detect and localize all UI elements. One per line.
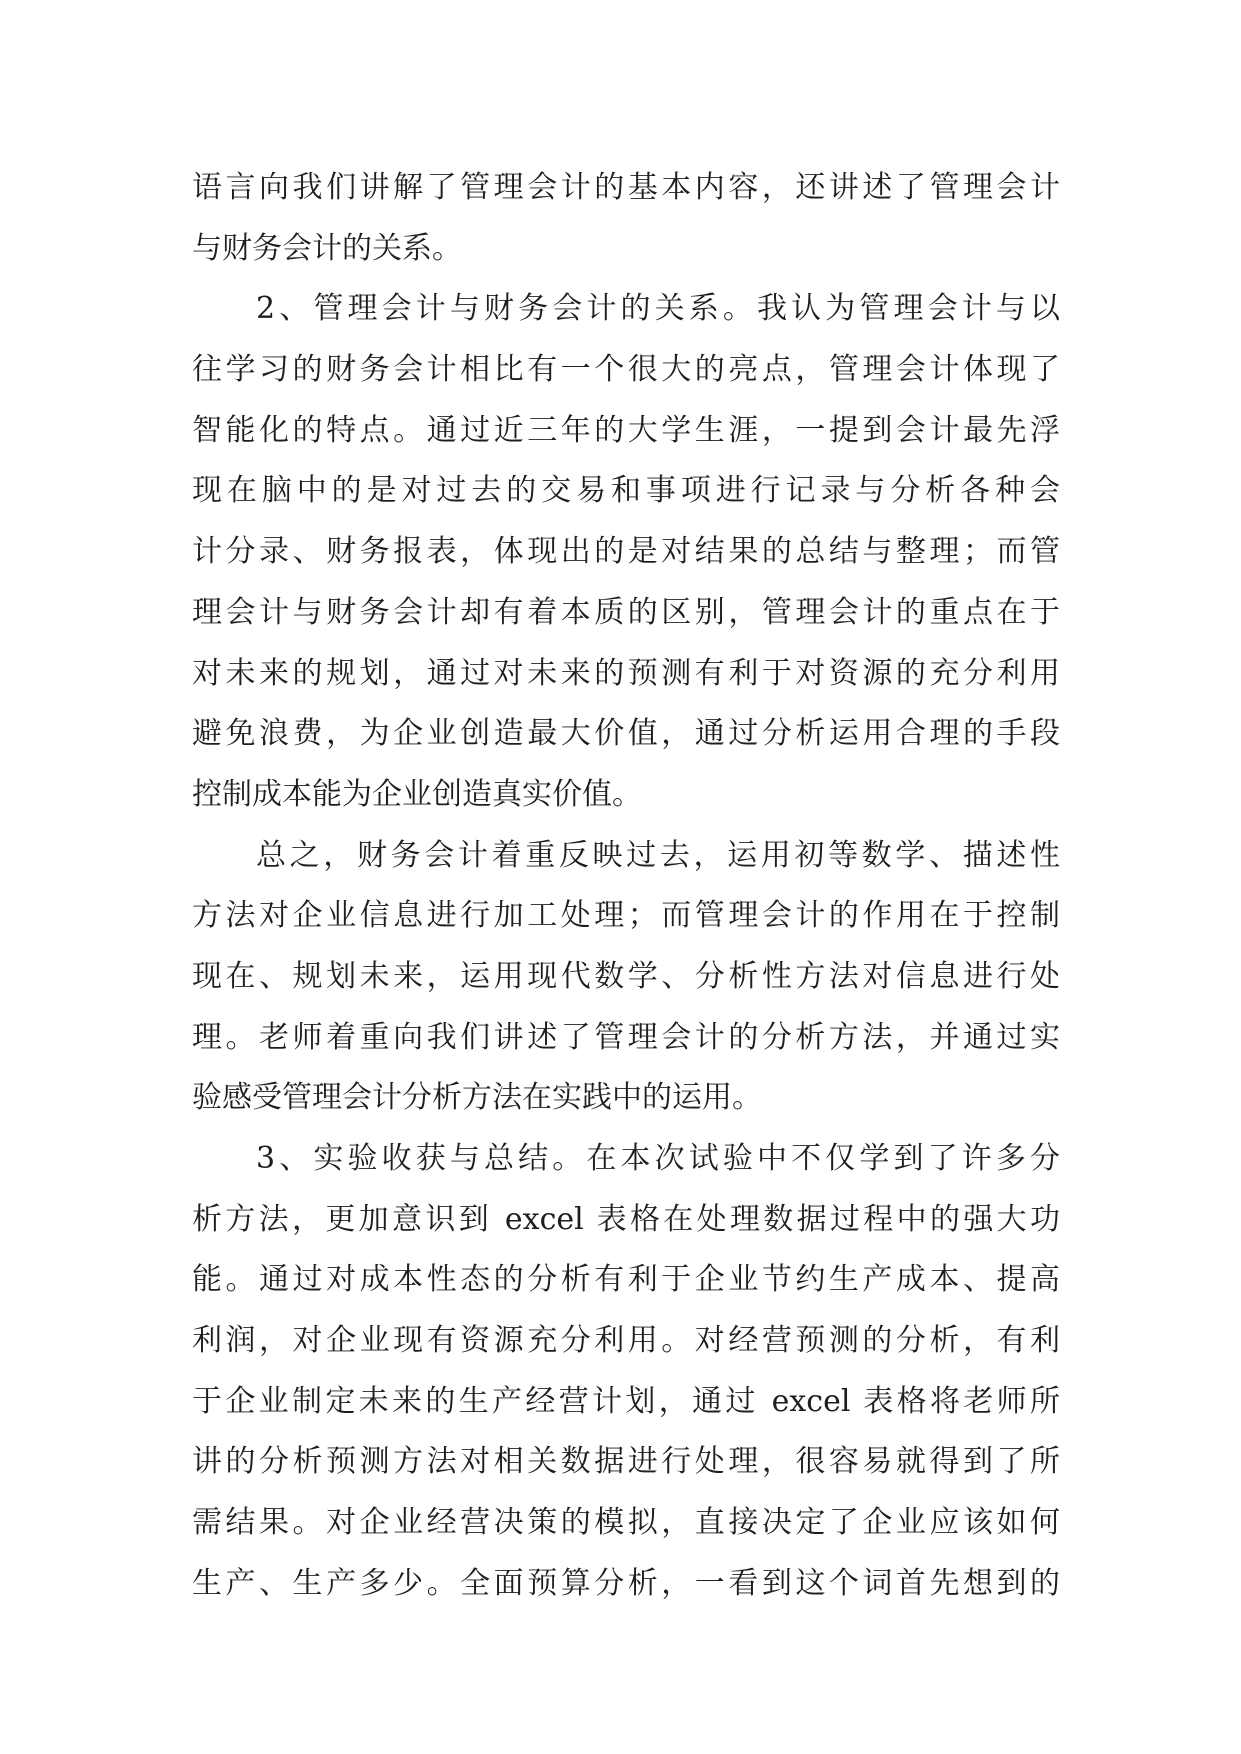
paragraph-start-line: 总之，财务会计着重反映过去，运用初等数学、描述性 bbox=[256, 837, 1060, 873]
text-line: 能。通过对成本性态的分析有利于企业节约生产成本、提高 bbox=[192, 1262, 1060, 1298]
text-line: 方法对企业信息进行加工处理；而管理会计的作用在于控制 bbox=[192, 898, 1060, 934]
body-text bbox=[192, 158, 1060, 1615]
text-line: 计分录、财务报表，体现出的是对结果的总结与整理；而管 bbox=[192, 534, 1060, 570]
text-line: 现在、规划未来，运用现代数学、分析性方法对信息进行处 bbox=[192, 958, 1060, 994]
text-line: 析方法，更加意识到 excel 表格在处理数据过程中的强大功 bbox=[192, 1201, 1060, 1237]
text-line: 对未来的规划，通过对未来的预测有利于对资源的充分利用 bbox=[192, 655, 1060, 691]
text-line: 于企业制定未来的生产经营计划，通过 excel 表格将老师所 bbox=[192, 1383, 1060, 1419]
text-line: 利润，对企业现有资源充分利用。对经营预测的分析，有利 bbox=[192, 1323, 1060, 1359]
text-line: 避免浪费，为企业创造最大价值，通过分析运用合理的手段 bbox=[192, 716, 1060, 752]
text-line: 验感受管理会计分析方法在实践中的运用。 bbox=[192, 1080, 762, 1116]
text-line: 现在脑中的是对过去的交易和事项进行记录与分析各种会 bbox=[192, 473, 1060, 509]
text-line: 控制成本能为企业创造真实价值。 bbox=[192, 776, 642, 812]
text-line: 与财务会计的关系。 bbox=[192, 230, 462, 266]
paragraph-start-line: 3、实验收获与总结。在本次试验中不仅学到了许多分 bbox=[256, 1141, 1060, 1176]
text-line: 理。老师着重向我们讲述了管理会计的分析方法，并通过实 bbox=[192, 1019, 1060, 1055]
text-line: 生产、生产多少。全面预算分析，一看到这个词首先想到的 bbox=[192, 1565, 1060, 1601]
text-line: 需结果。对企业经营决策的模拟，直接决定了企业应该如何 bbox=[192, 1505, 1060, 1541]
text-line: 讲的分析预测方法对相关数据进行处理，很容易就得到了所 bbox=[192, 1444, 1060, 1480]
text-line: 智能化的特点。通过近三年的大学生涯，一提到会计最先浮 bbox=[192, 412, 1060, 448]
text-line: 理会计与财务会计却有着本质的区别，管理会计的重点在于 bbox=[192, 594, 1060, 630]
text-line: 语言向我们讲解了管理会计的基本内容，还讲述了管理会计 bbox=[192, 170, 1060, 205]
text-line: 往学习的财务会计相比有一个很大的亮点，管理会计体现了 bbox=[192, 352, 1060, 388]
paragraph-start-line: 2、管理会计与财务会计的关系。我认为管理会计与以 bbox=[256, 291, 1060, 327]
